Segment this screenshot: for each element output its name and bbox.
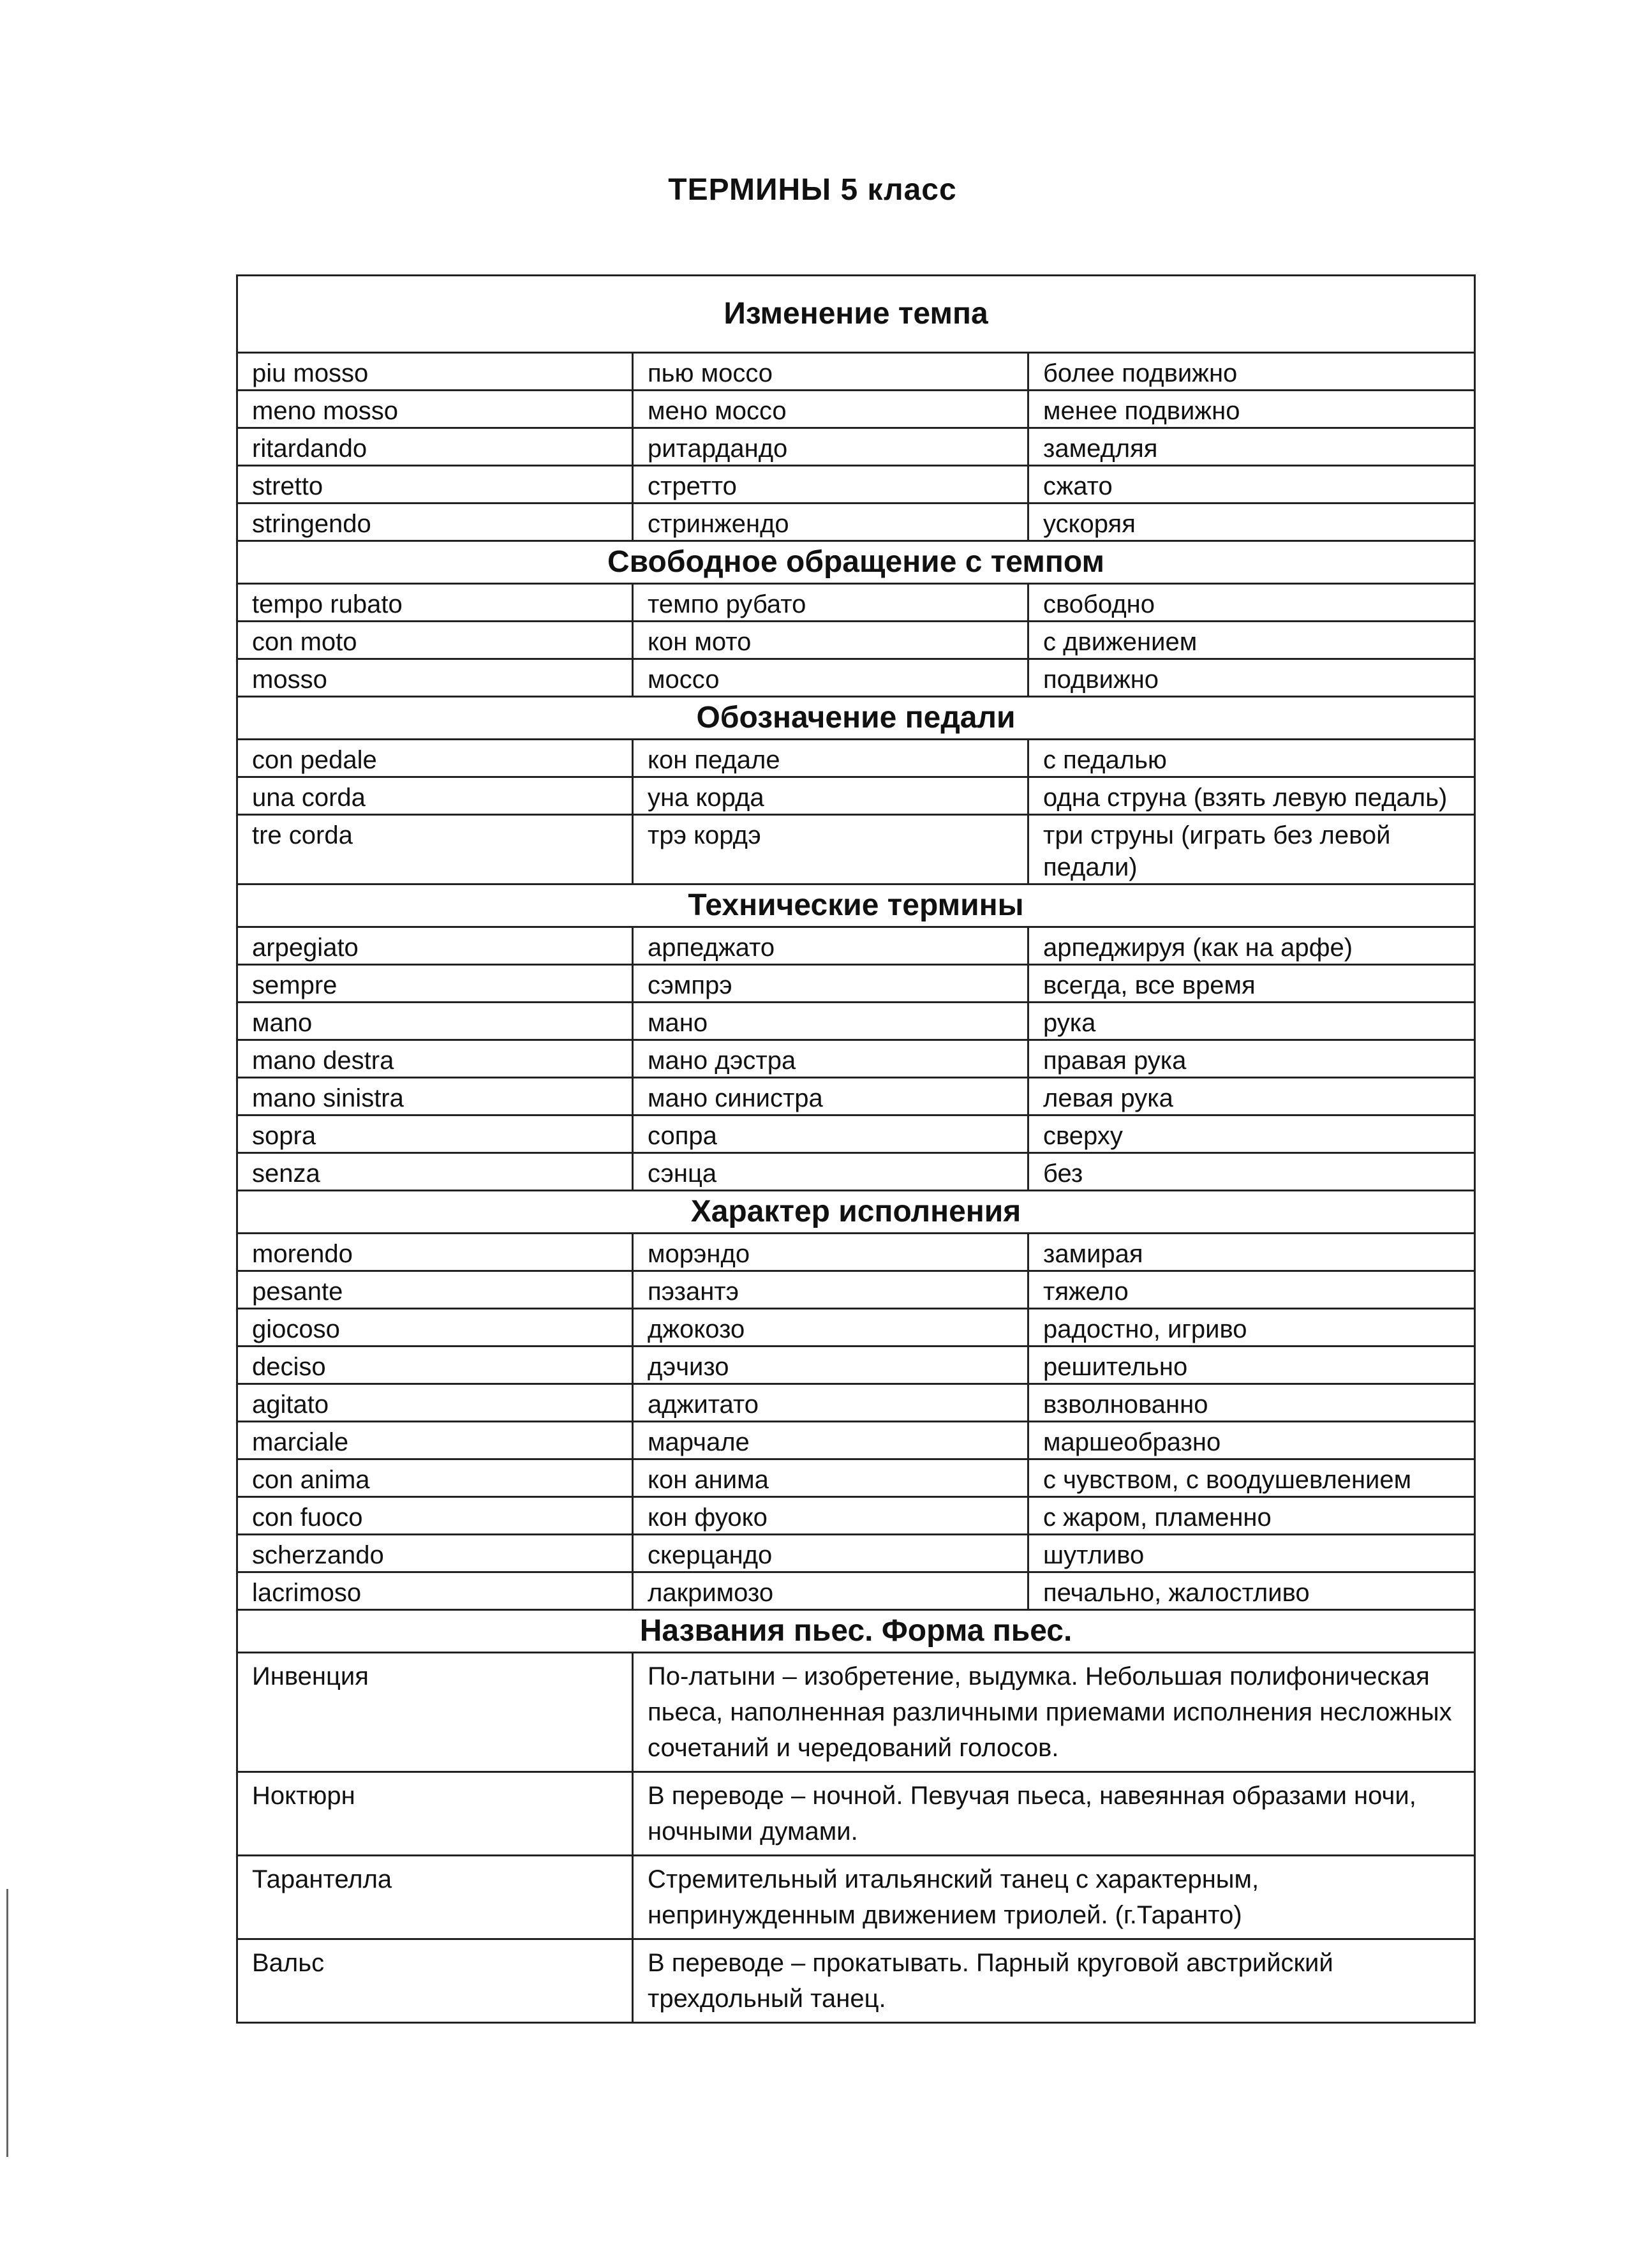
term-italian: deciso (237, 1347, 633, 1384)
form-description: В переводе – прокатывать. Парный круговой австрийский трехдольный танец. (633, 1939, 1475, 2023)
term-meaning: свободно (1028, 584, 1475, 622)
term-meaning: печально, жалостливо (1028, 1572, 1475, 1610)
term-row (237, 740, 1475, 777)
term-italian: con pedale (237, 740, 633, 777)
term-meaning: маршеобразно (1028, 1422, 1475, 1459)
term-transliteration: моссо (633, 659, 1028, 697)
form-description: В переводе – ночной. Певучая пьеса, навеянная образами ночи, ночными думами. (633, 1772, 1475, 1856)
term-transliteration: пэзантэ (633, 1271, 1028, 1309)
term-meaning: решительно (1028, 1347, 1475, 1384)
form-row (237, 1772, 1475, 1856)
term-meaning: замедляя (1028, 428, 1475, 466)
term-meaning: левая рука (1028, 1078, 1475, 1115)
section-heading: Свободное обращение с темпом (237, 541, 1475, 584)
term-row (237, 1040, 1475, 1078)
form-name: Ноктюрн (237, 1772, 633, 1856)
term-meaning: ускоряя (1028, 504, 1475, 541)
term-italian: mosso (237, 659, 633, 697)
term-transliteration: морэндо (633, 1234, 1028, 1271)
term-italian: stretto (237, 466, 633, 504)
term-row (237, 965, 1475, 1003)
term-meaning: менее подвижно (1028, 391, 1475, 428)
terms-table (236, 274, 1476, 2024)
form-description: Стремительный итальянский танец с характерным, непринужденным движением триолей. (г.Таранто) (633, 1856, 1475, 1939)
section-heading: Технические термины (237, 884, 1475, 927)
section-heading-row (237, 1610, 1475, 1653)
term-transliteration: стретто (633, 466, 1028, 504)
term-row (237, 622, 1475, 659)
term-meaning: три струны (играть без левой педали) (1028, 815, 1475, 884)
term-row (237, 1497, 1475, 1535)
section-heading-row (237, 697, 1475, 740)
terms-table-body (237, 276, 1475, 2023)
section-heading: Изменение темпа (237, 276, 1475, 353)
term-transliteration: арпеджато (633, 927, 1028, 965)
term-transliteration: темпо рубато (633, 584, 1028, 622)
term-meaning: радостно, игриво (1028, 1309, 1475, 1347)
term-italian: ritardando (237, 428, 633, 466)
term-transliteration: уна корда (633, 777, 1028, 815)
term-row (237, 1078, 1475, 1115)
form-name: Тарантелла (237, 1856, 633, 1939)
term-transliteration: мено моссо (633, 391, 1028, 428)
term-row (237, 927, 1475, 965)
page-title: ТЕРМИНЫ 5 класс (668, 173, 957, 207)
section-heading: Названия пьес. Форма пьес. (237, 1610, 1475, 1653)
term-transliteration: джокозо (633, 1309, 1028, 1347)
term-row (237, 1115, 1475, 1153)
term-italian: pesante (237, 1271, 633, 1309)
term-row (237, 659, 1475, 697)
term-transliteration: скерцандо (633, 1535, 1028, 1572)
term-transliteration: аджитато (633, 1384, 1028, 1422)
term-transliteration: сэнца (633, 1153, 1028, 1191)
term-meaning: замирая (1028, 1234, 1475, 1271)
form-row (237, 1856, 1475, 1939)
term-italian: piu mosso (237, 353, 633, 391)
term-transliteration: пью моссо (633, 353, 1028, 391)
term-row (237, 1459, 1475, 1497)
term-meaning: сверху (1028, 1115, 1475, 1153)
term-italian: agitato (237, 1384, 633, 1422)
term-italian: scherzando (237, 1535, 633, 1572)
term-italian: sopra (237, 1115, 633, 1153)
term-meaning: сжато (1028, 466, 1475, 504)
term-italian: con anima (237, 1459, 633, 1497)
term-row (237, 1003, 1475, 1040)
term-meaning: шутливо (1028, 1535, 1475, 1572)
term-italian: sempre (237, 965, 633, 1003)
term-transliteration: дэчизо (633, 1347, 1028, 1384)
term-meaning: более подвижно (1028, 353, 1475, 391)
term-italian: lacrimoso (237, 1572, 633, 1610)
term-transliteration: марчале (633, 1422, 1028, 1459)
term-italian: mano destra (237, 1040, 633, 1078)
term-italian: marciale (237, 1422, 633, 1459)
term-row (237, 1234, 1475, 1271)
form-name: Вальс (237, 1939, 633, 2023)
term-row (237, 428, 1475, 466)
term-meaning: одна струна (взять левую педаль) (1028, 777, 1475, 815)
term-meaning: арпеджируя (как на арфе) (1028, 927, 1475, 965)
term-italian: giocoso (237, 1309, 633, 1347)
term-row (237, 777, 1475, 815)
section-heading-row (237, 541, 1475, 584)
term-meaning: всегда, все время (1028, 965, 1475, 1003)
term-row (237, 584, 1475, 622)
term-italian: una corda (237, 777, 633, 815)
term-meaning: тяжело (1028, 1271, 1475, 1309)
term-transliteration: кон фуоко (633, 1497, 1028, 1535)
term-italian: arpegiato (237, 927, 633, 965)
term-row (237, 1422, 1475, 1459)
term-row (237, 466, 1475, 504)
term-meaning: подвижно (1028, 659, 1475, 697)
term-meaning: рука (1028, 1003, 1475, 1040)
term-italian: con moto (237, 622, 633, 659)
section-heading-row (237, 276, 1475, 353)
term-transliteration: кон анима (633, 1459, 1028, 1497)
term-italian: con fuoco (237, 1497, 633, 1535)
term-row (237, 1572, 1475, 1610)
term-meaning: с движением (1028, 622, 1475, 659)
term-row (237, 1271, 1475, 1309)
term-italian: tre corda (237, 815, 633, 884)
form-name: Инвенция (237, 1653, 633, 1772)
term-transliteration: мано (633, 1003, 1028, 1040)
term-transliteration: кон педале (633, 740, 1028, 777)
term-transliteration: лакримозо (633, 1572, 1028, 1610)
section-heading-row (237, 884, 1475, 927)
term-transliteration: кон мото (633, 622, 1028, 659)
term-transliteration: ритардандо (633, 428, 1028, 466)
term-italian: мano (237, 1003, 633, 1040)
term-row (237, 815, 1475, 884)
term-meaning: взволнованно (1028, 1384, 1475, 1422)
term-row (237, 1309, 1475, 1347)
term-meaning: с педалью (1028, 740, 1475, 777)
term-meaning: с чувством, с воодушевлением (1028, 1459, 1475, 1497)
section-heading-row (237, 1191, 1475, 1234)
scan-margin-mark (6, 1889, 8, 2157)
term-transliteration: мано дэстра (633, 1040, 1028, 1078)
term-meaning: без (1028, 1153, 1475, 1191)
term-row (237, 353, 1475, 391)
term-row (237, 1153, 1475, 1191)
term-transliteration: трэ кордэ (633, 815, 1028, 884)
term-meaning: правая рука (1028, 1040, 1475, 1078)
term-italian: meno mosso (237, 391, 633, 428)
term-italian: mano sinistra (237, 1078, 633, 1115)
term-row (237, 391, 1475, 428)
term-transliteration: сэмпрэ (633, 965, 1028, 1003)
term-italian: senza (237, 1153, 633, 1191)
section-heading: Характер исполнения (237, 1191, 1475, 1234)
form-description: По-латыни – изобретение, выдумка. Небольшая полифоническая пьеса, наполненная различными приемами исполнения несложных сочетаний и чередований голосов. (633, 1653, 1475, 1772)
term-row (237, 1535, 1475, 1572)
term-transliteration: мано синистра (633, 1078, 1028, 1115)
form-row (237, 1653, 1475, 1772)
term-row (237, 1347, 1475, 1384)
term-italian: tempo rubato (237, 584, 633, 622)
section-heading: Обозначение педали (237, 697, 1475, 740)
term-meaning: с жаром, пламенно (1028, 1497, 1475, 1535)
term-transliteration: стринжендо (633, 504, 1028, 541)
term-transliteration: сопра (633, 1115, 1028, 1153)
form-row (237, 1939, 1475, 2023)
term-italian: stringendo (237, 504, 633, 541)
term-row (237, 1384, 1475, 1422)
term-row (237, 504, 1475, 541)
term-italian: morendo (237, 1234, 633, 1271)
